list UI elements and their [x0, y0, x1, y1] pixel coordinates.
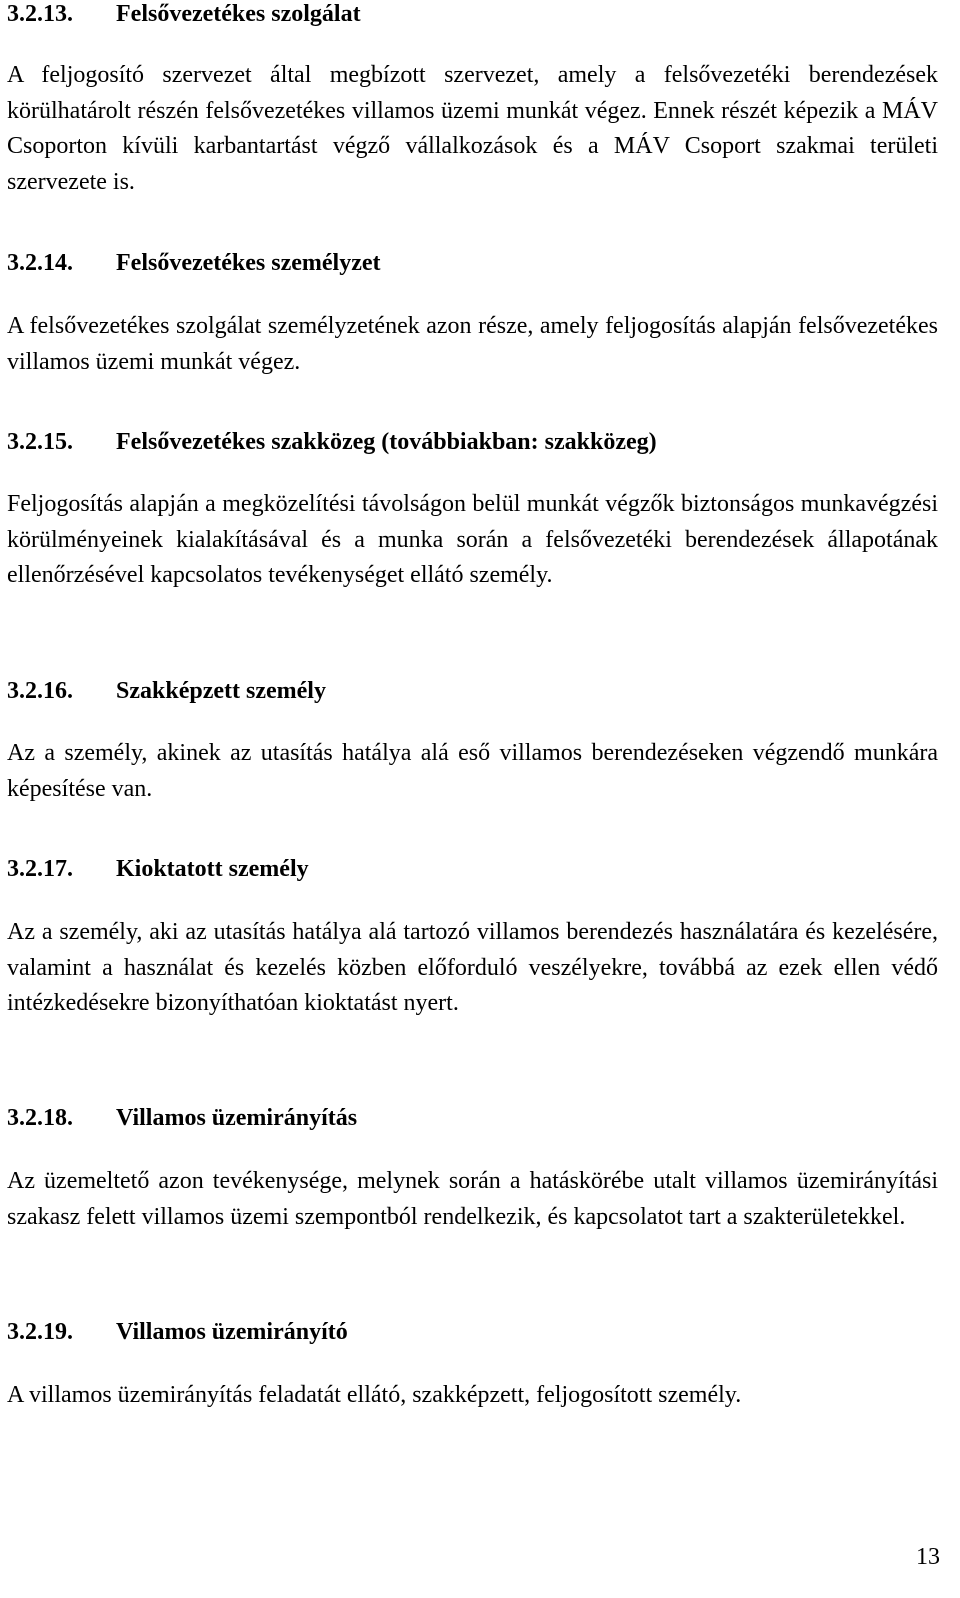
section-paragraph-3-2-19: A villamos üzemirányítás feladatát ellátó, szakképzett, feljogosított személy.	[7, 1382, 742, 1408]
section-paragraph-3-2-18: Az üzemeltető azon tevékenysége, melynek során a hatáskörébe utalt villamos üzemirányítási szakasz felett villamos üzemi szempontból rendelkezik, és kapcsolatot tart a szakterületekkel.	[7, 1168, 938, 1230]
section-paragraph-3-2-17: Az a személy, aki az utasítás hatálya alá tartozó villamos berendezés használatára és kezelésére, valamint a használat és kezelés közben előforduló veszélyekre, továbbá az ezek ellen védő intézkedésekre bizonyíthatóan kioktatást nyert.	[7, 919, 938, 1016]
section-number: 3.2.13.	[7, 1, 73, 27]
section-title: Felsővezetékes szakközeg (továbbiakban: szakközeg)	[116, 429, 657, 455]
section-title: Felsővezetékes szolgálat	[116, 1, 361, 27]
section-heading-3-2-15	[7, 425, 657, 461]
section-title: Szakképzett személy	[116, 678, 326, 704]
section-number: 3.2.18.	[7, 1105, 73, 1131]
section-paragraph-3-2-13: A feljogosító szervezet által megbízott szervezet, amely a felsővezetéki berendezések körülhatárolt részén felsővezetékes villamos üzemi munkát végez. Ennek részét képezik a MÁV Csoporton kívüli karbantartást végző vállalkozások és a MÁV Csoport szakmai területi szervezete is.	[7, 62, 938, 195]
section-number: 3.2.15.	[7, 429, 73, 455]
section-heading-3-2-13	[7, 0, 361, 33]
page-number: 13	[916, 1544, 940, 1570]
section-title: Villamos üzemirányítás	[116, 1105, 358, 1131]
section-heading-3-2-14	[7, 246, 381, 282]
section-paragraph-3-2-16: Az a személy, akinek az utasítás hatálya alá eső villamos berendezéseken végzendő munkára képesítése van.	[7, 740, 938, 802]
section-paragraph-3-2-14: A felsővezetékes szolgálat személyzetének azon része, amely feljogosítás alapján felsővezetékes villamos üzemi munkát végez.	[7, 313, 938, 375]
section-title: Felsővezetékes személyzet	[116, 250, 381, 276]
section-heading-3-2-19	[7, 1315, 348, 1351]
section-heading-3-2-17	[7, 852, 309, 888]
section-title: Kioktatott személy	[116, 856, 309, 882]
section-heading-3-2-18	[7, 1101, 357, 1137]
section-title: Villamos üzemirányító	[116, 1319, 348, 1345]
section-number: 3.2.19.	[7, 1319, 73, 1345]
section-number: 3.2.14.	[7, 250, 73, 276]
section-paragraph-3-2-15: Feljogosítás alapján a megközelítési távolságon belül munkát végzők biztonságos munkavégzési körülményeinek kialakításával és a munka során a felsővezetéki berendezések állapotának ellenőrzésével kapcsolatos tevékenységet ellátó személy.	[7, 491, 938, 588]
section-number: 3.2.16.	[7, 678, 73, 704]
section-number: 3.2.17.	[7, 856, 73, 882]
section-heading-3-2-16	[7, 674, 326, 710]
